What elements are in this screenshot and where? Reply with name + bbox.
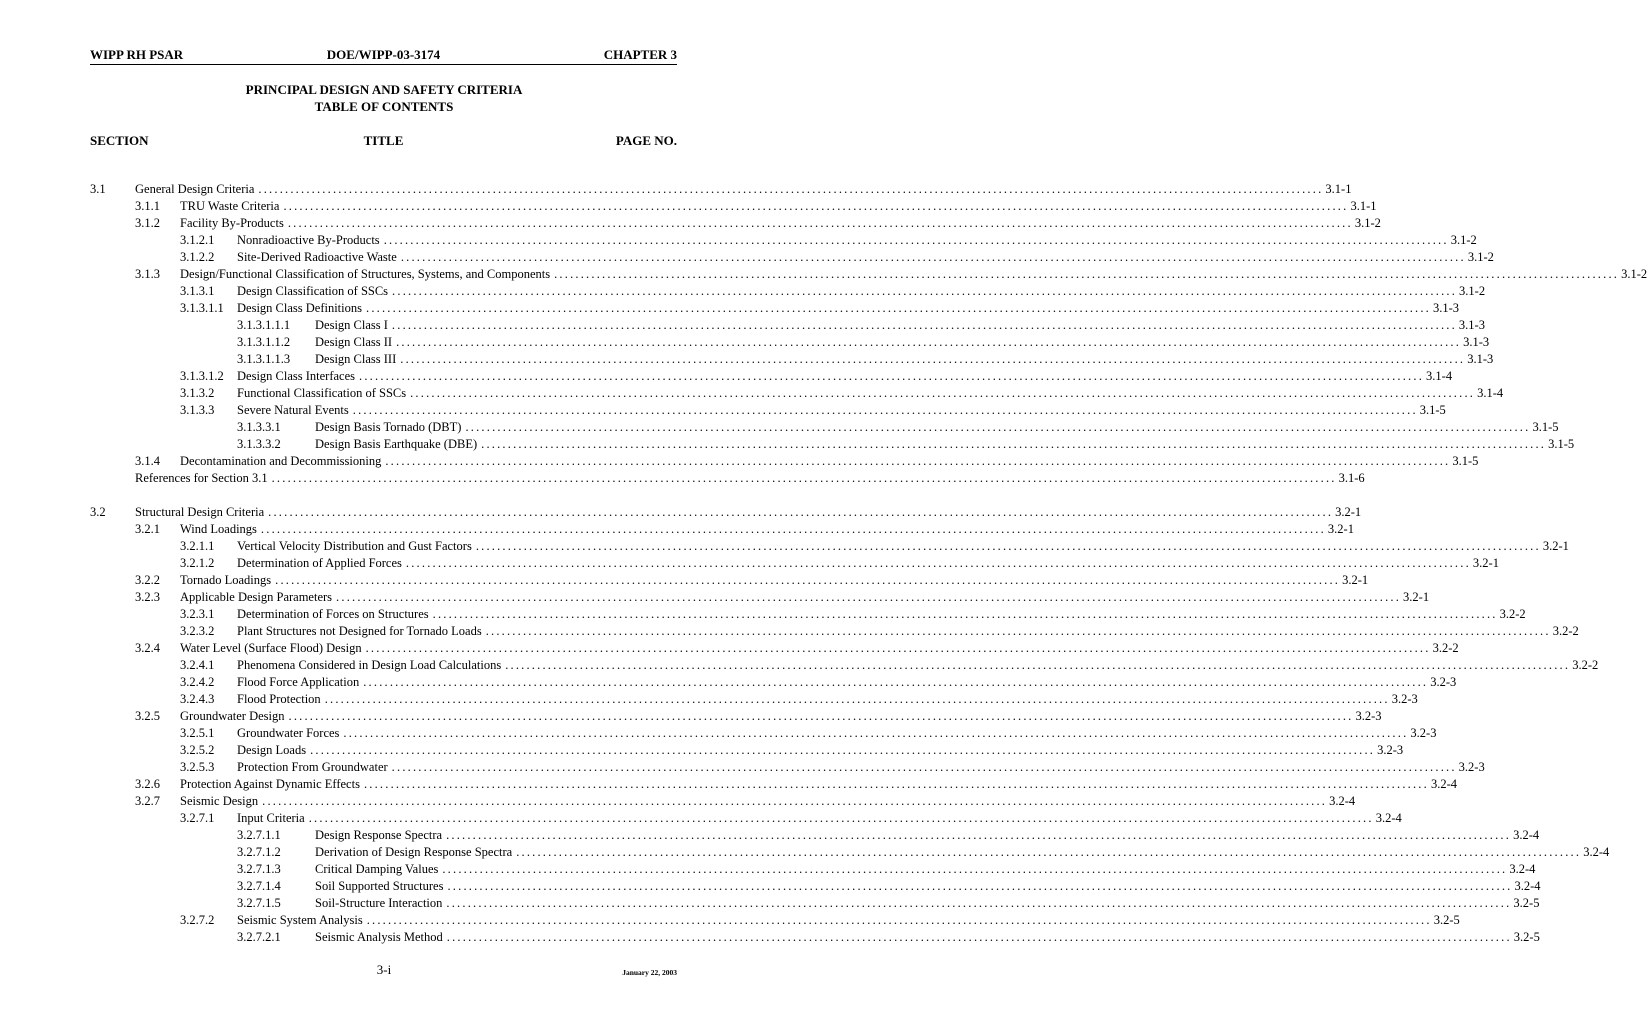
toc-page-number: 3.1-3: [1433, 301, 1460, 315]
toc-section-number: 3.2.7: [135, 794, 160, 808]
dot-leader: ........................................................................................................................................................................................................: [442, 862, 1508, 876]
toc-title-line: [315, 878, 1541, 895]
toc-section-number: 3.2.7.1.2: [237, 845, 281, 859]
toc-title-line: [237, 232, 1477, 249]
toc-section-number: 3.2.6: [135, 777, 160, 791]
toc-entry: [180, 555, 1499, 572]
toc-page-number: 3.2-1: [1542, 539, 1569, 553]
toc-page-number: 3.2-3: [1355, 709, 1382, 723]
toc-title-line: [237, 249, 1494, 266]
toc-entry: [135, 793, 1356, 810]
toc-title-line: [315, 827, 1540, 844]
dot-leader: ........................................................................................................................................................................................................: [324, 692, 1390, 706]
toc-section-number: 3.2.7.1.5: [237, 896, 281, 910]
toc-entry: [135, 589, 1430, 606]
toc-title: Determination of Forces on Structures: [237, 607, 429, 621]
toc-page-number: 3.2-3: [1458, 760, 1485, 774]
toc-title-line: [237, 283, 1486, 300]
toc-section-number: 3.1.2.1: [180, 233, 215, 247]
dot-leader: ........................................................................................................................................................................................................: [446, 828, 1512, 842]
toc-page-number: 3.1-1: [1325, 182, 1352, 196]
toc-page-number: 3.2-2: [1552, 624, 1579, 638]
dot-leader: ........................................................................................................................................................................................................: [405, 556, 1471, 570]
toc-entry: [135, 215, 1381, 232]
toc-title-line: [180, 198, 1377, 215]
dot-leader: ........................................................................................................................................................................................................: [391, 760, 1457, 774]
toc-entry: [180, 232, 1477, 249]
toc-page-number: 3.2-1: [1472, 556, 1499, 570]
toc-title: Structural Design Criteria: [135, 505, 265, 519]
dot-leader: ........................................................................................................................................................................................................: [391, 318, 1457, 332]
toc-title: Vertical Velocity Distribution and Gust Factors: [237, 539, 472, 553]
toc-title-line: [180, 776, 1457, 793]
toc-title: Tornado Loadings: [180, 573, 272, 587]
toc-title: Water Level (Surface Flood) Design: [180, 641, 362, 655]
toc-entry: [135, 776, 1457, 793]
toc-section-number: 3.2.3: [135, 590, 160, 604]
toc-section-number: 3.2.5.2: [180, 743, 215, 757]
dot-leader: ........................................................................................................................................................................................................: [383, 233, 1449, 247]
toc-page-number: 3.1-4: [1477, 386, 1504, 400]
toc-title: Groundwater Forces: [237, 726, 340, 740]
toc-title: Design Classification of SSCs: [237, 284, 389, 298]
column-heading-section: SECTION: [90, 133, 149, 148]
dot-leader: ........................................................................................................................................................................................................: [288, 709, 1354, 723]
toc-section-number: 3.2.1: [135, 522, 160, 536]
toc-entry: [135, 521, 1354, 538]
toc-page-number: 3.2-4: [1513, 828, 1540, 842]
toc-entry: [135, 266, 1647, 283]
toc-title-line: [315, 419, 1559, 436]
toc-title-line: [180, 572, 1369, 589]
toc-entry: [135, 453, 1479, 470]
toc-entry: [90, 504, 1362, 521]
toc-page-number: 3.2-4: [1509, 862, 1536, 876]
toc-title: Plant Structures not Designed for Tornado Loads: [237, 624, 482, 638]
toc-title: Design Class Interfaces: [237, 369, 356, 383]
dot-leader: ........................................................................................................................................................................................................: [447, 879, 1513, 893]
column-heading-title: TITLE: [363, 133, 404, 148]
toc-title: Nonradioactive By-Products: [237, 233, 380, 247]
dot-leader: ........................................................................................................................................................................................................: [260, 522, 1326, 536]
toc-section-number: 3.1.4: [135, 454, 160, 468]
toc-title-line: [315, 351, 1494, 368]
toc-page-number: 3.1-4: [1426, 369, 1453, 383]
toc-title-line: [315, 317, 1485, 334]
toc-entry: [180, 742, 1404, 759]
toc-title: General Design Criteria: [135, 182, 255, 196]
toc-section-number: 3.1.3.1: [180, 284, 215, 298]
toc-section-number: 3.1.1: [135, 199, 160, 213]
toc-section-number: 3.2.4: [135, 641, 160, 655]
toc-page-number: 3.1-3: [1463, 335, 1490, 349]
toc-section-number: 3.1.2.2: [180, 250, 215, 264]
dot-leader: ........................................................................................................................................................................................................: [366, 301, 1431, 315]
toc-page-number: 3.1-2: [1450, 233, 1477, 247]
toc-title-line: [315, 895, 1540, 912]
toc-page-number: 3.2-4: [1329, 794, 1356, 808]
dot-leader: ........................................................................................................................................................................................................: [385, 454, 1451, 468]
page-number: 3-i: [376, 962, 392, 977]
toc-title: Seismic System Analysis: [237, 913, 363, 927]
dot-leader: ........................................................................................................................................................................................................: [554, 267, 1620, 281]
dot-leader: ........................................................................................................................................................................................................: [475, 539, 1541, 553]
toc-section-number: 3.2.1.2: [180, 556, 215, 570]
toc-section-number: 3.2.7.2: [180, 913, 215, 927]
toc-page-number: 3.1-2: [1621, 267, 1647, 281]
toc-page-number: 3.1-2: [1459, 284, 1486, 298]
dot-leader: ........................................................................................................................................................................................................: [336, 590, 1402, 604]
toc-page-number: 3.2-1: [1327, 522, 1354, 536]
toc-entry: [180, 385, 1504, 402]
dot-leader: ........................................................................................................................................................................................................: [516, 845, 1582, 859]
dot-leader: ........................................................................................................................................................................................................: [262, 794, 1328, 808]
toc-title-line: [135, 470, 1365, 487]
toc-section-number: 3.2.5.1: [180, 726, 215, 740]
dot-leader: ........................................................................................................................................................................................................: [396, 335, 1462, 349]
toc-entry: [135, 640, 1459, 657]
toc-title: Design Basis Earthquake (DBE): [315, 437, 478, 451]
toc-section-number: 3.1.3.3.2: [237, 437, 281, 451]
toc-entry: [180, 402, 1446, 419]
dot-leader: ........................................................................................................................................................................................................: [271, 471, 1337, 485]
toc-entry: [180, 623, 1579, 640]
toc-page-number: 3.1-5: [1419, 403, 1446, 417]
toc-title-line: [180, 266, 1647, 283]
toc-title-line: [135, 504, 1362, 521]
toc-entry: [237, 929, 1540, 946]
dot-leader: ........................................................................................................................................................................................................: [465, 420, 1531, 434]
toc-title-line: [315, 334, 1490, 351]
toc-title-line: [180, 793, 1356, 810]
toc-title-line: [237, 606, 1526, 623]
toc-section-number: 3.2.4.2: [180, 675, 215, 689]
toc-page-number: 3.2-4: [1375, 811, 1402, 825]
toc-title: Functional Classification of SSCs: [237, 386, 407, 400]
toc-page-number: 3.2-5: [1513, 930, 1540, 944]
toc-entry: [237, 334, 1490, 351]
dot-leader: ........................................................................................................................................................................................................: [275, 573, 1341, 587]
dot-leader: ........................................................................................................................................................................................................: [287, 216, 1353, 230]
dot-leader: ........................................................................................................................................................................................................: [308, 811, 1374, 825]
toc-section-number: 3.2.7.2.1: [237, 930, 281, 944]
toc-page-number: 3.2-2: [1432, 641, 1459, 655]
toc-page-number: 3.1-5: [1532, 420, 1559, 434]
toc-section-number: 3.1.3.3.1: [237, 420, 281, 434]
toc-entry: [180, 249, 1494, 266]
toc-title-line: [237, 810, 1402, 827]
toc-entry: [180, 912, 1460, 929]
toc-section-number: 3.2.2: [135, 573, 160, 587]
toc-title: Site-Derived Radioactive Waste: [237, 250, 397, 264]
toc-section-number: 3.1.3.1.2: [180, 369, 224, 383]
toc-entry: [180, 283, 1486, 300]
toc-title: Design Class II: [315, 335, 393, 349]
toc-entry: [90, 181, 1352, 198]
toc-section-number: 3.1.3.3: [180, 403, 215, 417]
toc-entry: [135, 572, 1369, 589]
dot-leader: ........................................................................................................................................................................................................: [432, 607, 1498, 621]
toc-section-number: 3.1.3.2: [180, 386, 215, 400]
toc-page-number: 3.2-3: [1391, 692, 1418, 706]
toc-section-number: 3.2.3.2: [180, 624, 215, 638]
toc-page-number: 3.1-1: [1350, 199, 1377, 213]
toc-page-number: 3.2-4: [1583, 845, 1610, 859]
dot-leader: ........................................................................................................................................................................................................: [343, 726, 1409, 740]
toc-entry: [180, 657, 1599, 674]
toc-section-number: 3.2.7.1.1: [237, 828, 281, 842]
toc-title-line: [180, 708, 1382, 725]
toc-section-number: 3.2.4.1: [180, 658, 215, 672]
toc-section-number: 3.2.5: [135, 709, 160, 723]
toc-entry: [237, 419, 1559, 436]
toc-title-line: [315, 861, 1536, 878]
toc-title-line: [237, 674, 1457, 691]
toc-title: Critical Damping Values: [315, 862, 439, 876]
toc-page-number: 3.2-1: [1335, 505, 1362, 519]
toc-title: Phenomena Considered in Design Load Calculations: [237, 658, 502, 672]
dot-leader: ........................................................................................................................................................................................................: [268, 505, 1334, 519]
toc-entry: [180, 538, 1569, 555]
toc-title-line: [180, 215, 1381, 232]
toc-title-line: [237, 725, 1437, 742]
toc-title: Input Criteria: [237, 811, 305, 825]
toc-title-line: [180, 640, 1459, 657]
toc-title: Soil Supported Structures: [315, 879, 444, 893]
toc-section-number: 3.1.3: [135, 267, 160, 281]
dot-leader: ........................................................................................................................................................................................................: [365, 641, 1431, 655]
toc-title-line: [237, 538, 1569, 555]
dot-leader: ........................................................................................................................................................................................................: [446, 896, 1512, 910]
toc-title: Seismic Design: [180, 794, 259, 808]
toc-page-number: 3.2-3: [1410, 726, 1437, 740]
dot-leader: ........................................................................................................................................................................................................: [446, 930, 1512, 944]
toc-title-line: [237, 623, 1579, 640]
toc-section-number: 3.2.3.1: [180, 607, 215, 621]
toc-title-line: [315, 929, 1540, 946]
toc-section-number: 3.2: [90, 505, 106, 519]
dot-leader: ........................................................................................................................................................................................................: [359, 369, 1425, 383]
dot-leader: ........................................................................................................................................................................................................: [505, 658, 1571, 672]
toc-title-line: [237, 555, 1499, 572]
toc-title: Design Class III: [315, 352, 397, 366]
toc-title: Protection Against Dynamic Effects: [180, 777, 360, 791]
toc-title: Flood Force Application: [237, 675, 360, 689]
toc-page-number: 3.2-5: [1513, 896, 1540, 910]
toc-title-line: [180, 453, 1479, 470]
toc-entry: [180, 759, 1485, 776]
toc-title-line: [180, 521, 1354, 538]
toc-entry: [180, 725, 1437, 742]
toc-title: Flood Protection: [237, 692, 321, 706]
toc-page-number: 3.2-2: [1499, 607, 1526, 621]
toc-entry: [135, 198, 1377, 215]
toc-title: TRU Waste Criteria: [180, 199, 280, 213]
toc-entry: [237, 861, 1536, 878]
header-document-number: DOE/WIPP-03-3174: [326, 47, 441, 62]
toc-section-number: 3.2.7.1.3: [237, 862, 281, 876]
toc-title-line: [135, 181, 1352, 198]
toc-section-number: 3.2.7.1: [180, 811, 215, 825]
toc-title-line: [237, 402, 1446, 419]
toc-title: Determination of Applied Forces: [237, 556, 402, 570]
toc-entry: [135, 708, 1382, 725]
toc-entry: [237, 827, 1540, 844]
toc-section-number: 3.1.2: [135, 216, 160, 230]
toc-title: Design/Functional Classification of Structures, Systems, and Components: [180, 267, 551, 281]
toc-page-number: 3.2-2: [1572, 658, 1599, 672]
toc-entry: [237, 351, 1494, 368]
toc-title-line: [237, 385, 1504, 402]
toc-section-number: 3.2.7.1.4: [237, 879, 281, 893]
toc-page-number: 3.1-2: [1467, 250, 1494, 264]
toc-entry: [180, 810, 1402, 827]
toc-entry: [237, 878, 1541, 895]
toc-entry: [237, 844, 1610, 861]
dot-leader: ........................................................................................................................................................................................................: [400, 352, 1466, 366]
toc-section-number: 3.2.5.3: [180, 760, 215, 774]
toc-entry: [180, 300, 1460, 317]
document-title: PRINCIPAL DESIGN AND SAFETY CRITERIA: [245, 82, 523, 97]
toc-entry: [237, 317, 1485, 334]
toc-title-line: [237, 657, 1599, 674]
toc-section-number: 3.2.4.3: [180, 692, 215, 706]
dot-leader: ........................................................................................................................................................................................................: [410, 386, 1476, 400]
toc-title: Soil-Structure Interaction: [315, 896, 443, 910]
revision-date: January 22, 2003: [622, 968, 677, 977]
toc-page-number: 3.1-5: [1452, 454, 1479, 468]
toc-page-number: 3.1-2: [1354, 216, 1381, 230]
toc-title: Design Class Definitions: [237, 301, 362, 315]
toc-entry: [180, 606, 1526, 623]
toc-title-line: [237, 300, 1460, 317]
toc-section-number: 3.1.3.1.1.2: [237, 335, 291, 349]
dot-leader: ........................................................................................................................................................................................................: [258, 182, 1324, 196]
toc-title: Design Response Spectra: [315, 828, 443, 842]
toc-page-number: 3.1-3: [1458, 318, 1485, 332]
toc-section-number: 3.1.3.1.1.1: [237, 318, 291, 332]
toc-entry: [135, 470, 1365, 487]
toc-page-number: 3.2-5: [1433, 913, 1460, 927]
toc-title: Facility By-Products: [180, 216, 284, 230]
toc-section-number: 3.1.3.1.1.3: [237, 352, 291, 366]
dot-leader: ........................................................................................................................................................................................................: [481, 437, 1547, 451]
toc-section-number: 3.2.1.1: [180, 539, 215, 553]
toc-section-number: 3.1: [90, 182, 106, 196]
toc-entry: [180, 674, 1457, 691]
toc-entry: [237, 895, 1540, 912]
dot-leader: ........................................................................................................................................................................................................: [352, 403, 1418, 417]
toc-title: Design Loads: [237, 743, 307, 757]
header-chapter: CHAPTER 3: [603, 47, 677, 62]
toc-page-number: 3.2-4: [1430, 777, 1457, 791]
toc-title: Groundwater Design: [180, 709, 285, 723]
toc-title: Seismic Analysis Method: [315, 930, 443, 944]
toc-title-line: [315, 436, 1575, 453]
toc-entry: [180, 691, 1418, 708]
toc-section-number: 3.1.3.1.1: [180, 301, 224, 315]
toc-title: Wind Loadings: [180, 522, 257, 536]
toc-title: Protection From Groundwater: [237, 760, 388, 774]
dot-leader: ........................................................................................................................................................................................................: [363, 675, 1429, 689]
dot-leader: ........................................................................................................................................................................................................: [363, 777, 1429, 791]
dot-leader: ........................................................................................................................................................................................................: [400, 250, 1466, 264]
dot-leader: ........................................................................................................................................................................................................: [283, 199, 1349, 213]
toc-title: Severe Natural Events: [237, 403, 349, 417]
toc-title: Applicable Design Parameters: [180, 590, 333, 604]
toc-title: References for Section 3.1: [135, 471, 268, 485]
toc-title: Derivation of Design Response Spectra: [315, 845, 513, 859]
dot-leader: ........................................................................................................................................................................................................: [310, 743, 1376, 757]
toc-title: Design Basis Tornado (DBT): [315, 420, 462, 434]
toc-page-number: 3.2-4: [1514, 879, 1541, 893]
dot-leader: ........................................................................................................................................................................................................: [485, 624, 1551, 638]
toc-title: Decontamination and Decommissioning: [180, 454, 382, 468]
toc-title: Design Class I: [315, 318, 388, 332]
document-subtitle: TABLE OF CONTENTS: [314, 99, 454, 114]
toc-title-line: [180, 589, 1430, 606]
toc-title-line: [237, 691, 1418, 708]
dot-leader: ........................................................................................................................................................................................................: [392, 284, 1458, 298]
toc-title-line: [237, 742, 1404, 759]
toc-title-line: [315, 844, 1610, 861]
column-heading-page: PAGE NO.: [615, 133, 677, 148]
toc-entry: [237, 436, 1575, 453]
dot-leader: ........................................................................................................................................................................................................: [366, 913, 1432, 927]
toc-page-number: 3.1-6: [1338, 471, 1365, 485]
toc-page-number: 3.2-1: [1342, 573, 1369, 587]
toc-title-line: [237, 368, 1453, 385]
toc-title-line: [237, 912, 1460, 929]
toc-title-line: [237, 759, 1485, 776]
toc-entry: [180, 368, 1453, 385]
toc-page-number: 3.1-5: [1548, 437, 1575, 451]
toc-page-number: 3.1-3: [1467, 352, 1494, 366]
toc-page-number: 3.2-3: [1377, 743, 1404, 757]
header-document-short-name: WIPP RH PSAR: [90, 47, 184, 62]
toc-page-number: 3.2-3: [1430, 675, 1457, 689]
toc-page-number: 3.2-1: [1403, 590, 1430, 604]
